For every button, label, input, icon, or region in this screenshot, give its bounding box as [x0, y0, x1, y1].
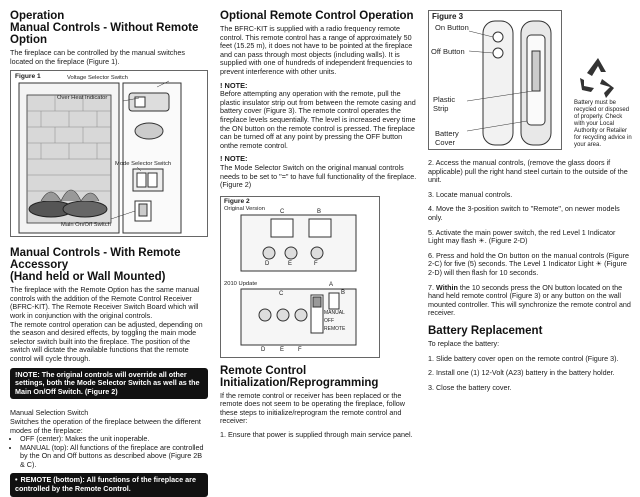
- title-line: (Hand held or Wall Mounted): [10, 271, 166, 284]
- note-box-remote: [10, 473, 208, 496]
- label-f-top: F: [314, 260, 318, 267]
- label-a-update: A: [329, 281, 334, 288]
- step-7-text: the 10 seconds press the ON button located on the hand held remote control (Figure 3) or any button on the wall mounted controller. This will synchronize the remote control and receiver.: [428, 282, 631, 318]
- label-manual: MANUAL: [324, 309, 345, 316]
- section-operation-text: The fireplace can be controlled by the manual switches located on the fireplace (Figure 1).: [10, 48, 185, 66]
- optional-remote-title: Optional Remote Control Operation: [220, 10, 414, 22]
- note1-text: Before attempting any operation with the remote, pull the plastic insulator strip out from between the remote casing and battery cover (Figure 3). The remote control operates the fireplace levels sequentially. The level is increased every time the ON button on the remote control is pressed. The fireplace can be turned off at any point by pressing the OFF button onthe remote control.: [220, 89, 416, 150]
- label-battery-cover: Battery Cover: [435, 129, 459, 147]
- label-d-top: D: [265, 260, 270, 267]
- battery-step-2: 2. Install one (1) 12-Volt (A23) battery in the battery holder.: [428, 368, 615, 378]
- mode-remote-item: REMOTE (bottom): All functions of the fireplace are controlled by the Remote Control.: [15, 475, 196, 494]
- step-7-bold: Within: [436, 282, 458, 292]
- figure-2-original: Original Version: [224, 205, 265, 212]
- figure-3-area: [428, 10, 632, 150]
- step-7: [428, 284, 632, 318]
- step-5: 5. Activate the main power switch, the red Level 1 Indicator Light may flash ☀. (Figure 2-D): [428, 227, 616, 246]
- section-operation-title: [10, 10, 208, 46]
- title-line: Manual Controls - Without Remote Option: [10, 22, 199, 46]
- label-c-update: C: [279, 290, 284, 297]
- mode-list: [10, 435, 208, 469]
- section-remote-title: [10, 247, 208, 283]
- figure-1-title: Figure 1: [15, 73, 41, 81]
- section-remote-text2: The remote control operation can be adjusted, depending on the season and desired effects, by toggling the main mode selector switch built into the fireplace. The position of the switch will dictate the available functions that the remote control will cycle through.: [10, 319, 203, 363]
- label-off: OFF: [324, 317, 334, 324]
- step-2: 2. Access the manual controls, (remove the glass doors if applicable) pull the right hand steel curtain to the outside of the unit.: [428, 158, 628, 185]
- recycle-icon: [574, 54, 622, 100]
- label-over-heat: Over Heat Indicator: [57, 95, 108, 102]
- label-c-top: C: [280, 208, 285, 215]
- reprogramming-text: If the remote control or receiver has been replaced or the remote does not seem to be operating the fireplace, follow these steps to initialize/reprogram the remote control and receiver:: [220, 390, 405, 426]
- manual-selection-title: Manual Selection Switch: [10, 408, 89, 418]
- mode-manual-item: • MANUAL (top): All functions of the fireplace are controlled by the On and Off buttons as described above (Figure 2B & C).: [20, 444, 208, 470]
- battery-step-1: 1. Slide battery cover open on the remote control (Figure 3).: [428, 353, 619, 363]
- figure-1: [10, 70, 208, 237]
- mode-off-item: • OFF (center): Makes the unit inoperable.: [20, 435, 208, 444]
- battery-intro: To replace the battery:: [428, 338, 500, 348]
- battery-step-3: 3. Close the battery cover.: [428, 382, 512, 392]
- label-b-update: B: [341, 289, 346, 296]
- manual-selection-text: Switches the operation of the fireplace between the different modes of the fireplace:: [10, 416, 201, 435]
- label-remote: REMOTE: [324, 325, 346, 332]
- step-7-number: 7.: [428, 282, 434, 292]
- label-main-switch: Main On/Off Switch: [61, 222, 111, 229]
- title-line: Operation: [10, 10, 65, 22]
- label-b-top: B: [317, 208, 322, 215]
- control-panels-illustration: [221, 197, 379, 357]
- title-line: Manual Controls - With Remote Accessory: [10, 247, 181, 272]
- section-remote-text1: The fireplace with the Remote Option has the same manual controls with the addition of the Remote Control Receiver (BFRC-KIT). The Remote Receiver Switch Board which will work in conjunction with the original controls.: [10, 285, 200, 320]
- reprogramming-title: [220, 365, 420, 389]
- label-e-top: E: [288, 260, 293, 267]
- fireplace-illustration: [11, 71, 207, 236]
- bullet-icon: •: [15, 475, 18, 485]
- label-mode-selector: Mode Selector Switch: [115, 161, 172, 168]
- step-3: 3. Locate manual controls.: [428, 189, 513, 199]
- column-middle: [220, 10, 420, 440]
- label-off-button: Off Button: [431, 47, 465, 56]
- note2-text: The Mode Selector Switch on the original manual controls needs to be set to "=" to have full functionality of the fireplace. (Figure 2): [220, 162, 417, 190]
- title-line: Initialization/Reprogramming: [220, 376, 379, 389]
- figure-2: [220, 196, 380, 358]
- figure-2-title: Figure 2: [224, 197, 250, 205]
- note-box-override: !NOTE: The original controls will override all other settings, both the Mode Selector Switch as well as the Main On/Off Switch. (Figure 2): [10, 368, 208, 400]
- column-left: [10, 10, 208, 497]
- label-f-update: F: [298, 346, 302, 353]
- battery-replacement-title: Battery Replacement: [428, 324, 543, 337]
- optional-remote-text: The BFRC-KIT is supplied with a radio frequency remote control. This remote control has a range of approximately 50 feet (15.25 m), it does not have to be pointed at the fireplace and can pass through most objects (including walls). It is supplied with one of hundreds of independent frequencies to prevent interference with other units.: [220, 24, 413, 76]
- label-voltage-selector: Voltage Selector Switch: [67, 75, 128, 82]
- label-plastic-strip: Plastic Strip: [433, 95, 456, 113]
- label-e-update: E: [280, 346, 285, 353]
- figure-3: [428, 10, 562, 150]
- step-4: 4. Move the 3-position switch to "Remote", on newer models only.: [428, 204, 620, 222]
- reprogramming-step-1: 1. Ensure that power is supplied through main service panel.: [220, 430, 413, 440]
- column-right: [428, 10, 632, 392]
- label-d-update: D: [261, 346, 266, 353]
- note1-title: ! NOTE:: [220, 80, 248, 90]
- note2-title: ! NOTE:: [220, 154, 248, 164]
- figure-3-title: Figure 3: [432, 12, 464, 21]
- label-on-button: On Button: [435, 23, 469, 32]
- title-line: Remote Control: [220, 364, 307, 377]
- step-6: 6. Press and hold the On button on the manual controls (Figure 2-C) for five (5) seconds. The Level 1 Indicator Light ☀ (Figure 2-D) will then flash for 10 seconds.: [428, 250, 629, 277]
- recycle-text: Battery must be recycled or disposed of properly. Check with your Local Authority or Retailer for recycling advice in your area.: [574, 100, 632, 148]
- figure-2-update: 2010 Update: [224, 280, 258, 287]
